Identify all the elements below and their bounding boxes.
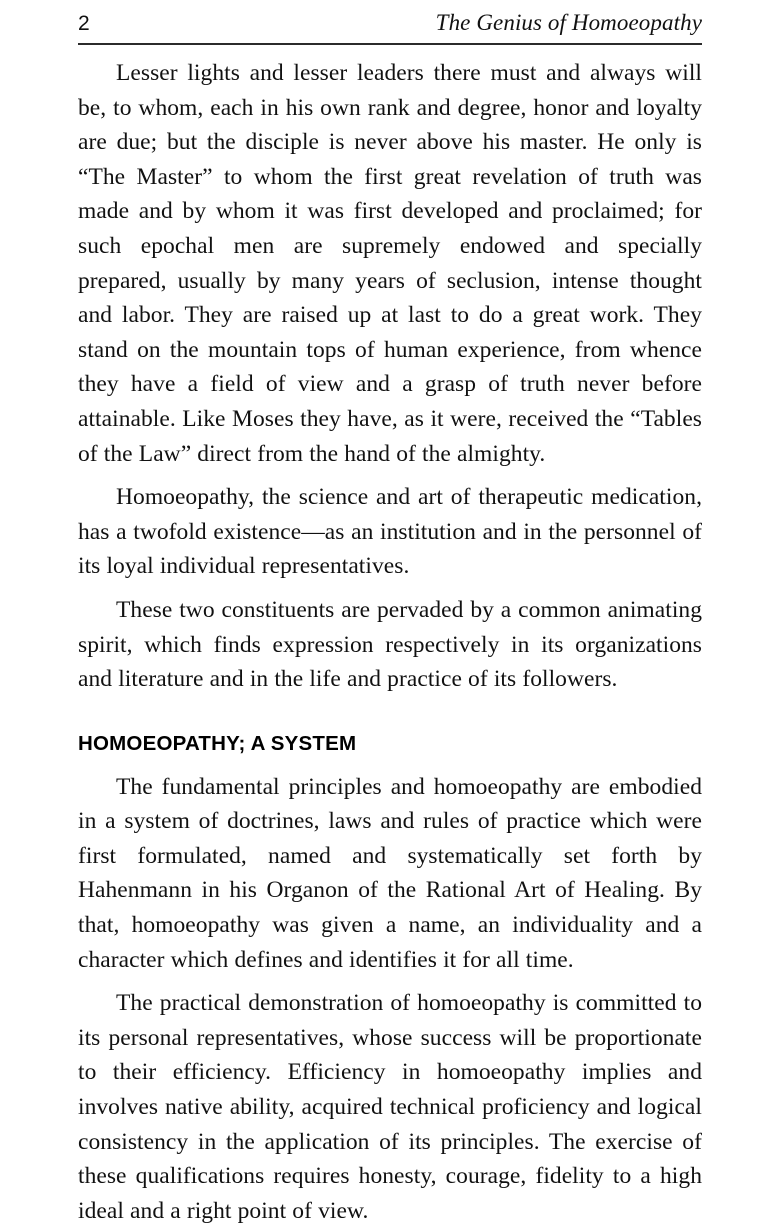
text-column	[78, 56, 702, 1228]
header-row	[78, 10, 702, 40]
section-heading: HOMOEOPATHY; A SYSTEM	[78, 731, 357, 755]
body-paragraph: Homoeopathy, the science and art of therapeutic medication, has a twofold existence—as an institution and in the personnel of its loyal individual representatives.	[78, 484, 702, 580]
page-number: 2	[78, 12, 90, 35]
heading-spacer-above	[78, 697, 702, 731]
page-header	[78, 10, 702, 54]
header-divider-rule	[78, 43, 702, 45]
body-paragraph: The fundamental principles and homoeopathy are embodied in a system of doctrines, laws and rules of practice which were first formulated, named and systematically set forth by Hahenmann in his Organon of the Rational Art of Healing. By that, homoeopathy was given a name, an individuality and a character which defines and identifies it for all time.	[78, 773, 702, 973]
body-paragraph: Lesser lights and lesser leaders there must and always will be, to whom, each in his own rank and degree, honor and loyalty are due; but the disciple is never above his master. He only is “The Master” to whom the first great revelation of truth was made and by whom it was first developed and proclaimed; for such epochal men are supremely endowed and specially prepared, usually by many years of seclusion, intense thought and labor. They are raised up at last to do a great work. They stand on the mountain tops of human experience, from whence they have a field of view and a grasp of truth never before attainable. Like Moses they have, as it were, received the “Tables of the Law” direct from the hand of the almighty.	[78, 60, 702, 467]
running-title: The Genius of Homoeopathy	[435, 10, 702, 35]
body-paragraph: These two constituents are pervaded by a common animating spirit, which finds expression respectively in its organizations and literature and in the life and practice of its followers.	[78, 596, 702, 693]
heading-spacer-below	[78, 757, 702, 770]
body-paragraph: The practical demonstration of homoeopathy is committed to its personal representatives, whose success will be proportionate to their efficiency. Efficiency in homoeopathy implies and involves native ability, acquired technical proficiency and logical consistency in the application of its principles. The exercise of these qualifications requires honesty, courage, fidelity to a high ideal and a right point of view.	[78, 990, 702, 1224]
